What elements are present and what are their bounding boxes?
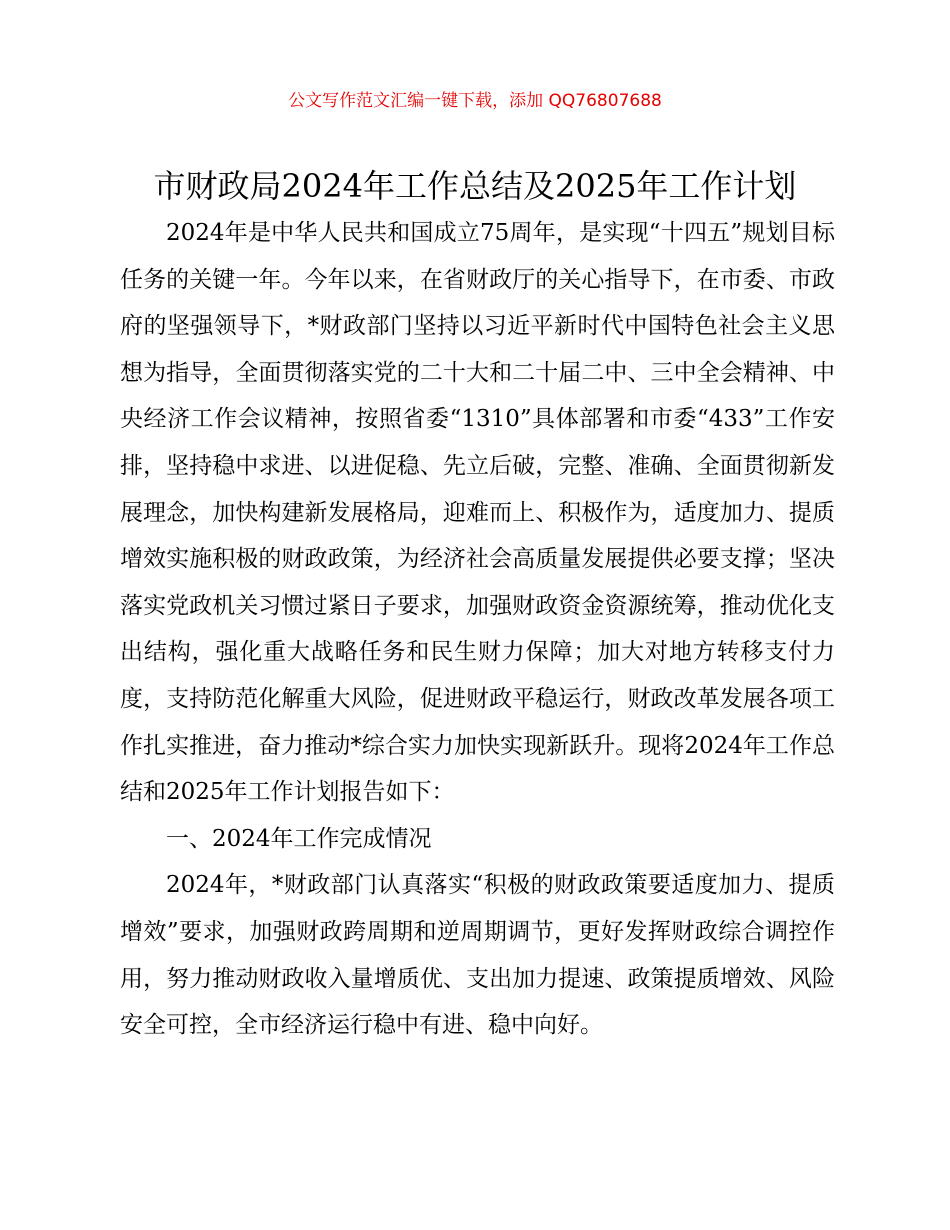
document-body bbox=[120, 210, 835, 1049]
section-paragraph: 2024年，*财政部门认真落实“积极的财政政策要适度加力、提质增效”要求，加强财政跨周期和逆周期调节，更好发挥财政综合调控作用，努力推动财政收入量增质优、支出加力提速、政策提质增效、风险安全可控，全市经济运行稳中有进、稳中向好。 bbox=[120, 872, 835, 1039]
intro-paragraph: 2024年是中华人民共和国成立75周年，是实现“十四五”规划目标任务的关键一年。今年以来，在省财政厅的关心指导下，在市委、市政府的坚强领导下，*财政部门坚持以习近平新时代中国特色社会主义思想为指导，全面贯彻落实党的二十大和二十届二中、三中全会精神、中央经济工作会议精神，按照省委“1310”具体部署和市委“433”工作安排，坚持稳中求进、以进促稳、先立后破，完整、准确、全面贯彻新发展理念，加快构建新发展格局，迎难而上、积极作为，适度加力、提质增效实施积极的财政政策，为经济社会高质量发展提供必要支撑；坚决落实党政机关习惯过紧日子要求，加强财政资金资源统筹，推动优化支出结构，强化重大战略任务和民生财力保障；加大对地方转移支付力度，支持防范化解重大风险，促进财政平稳运行，财政改革发展各项工作扎实推进，奋力推动*综合实力加快实现新跃升。现将2024年工作总结和2025年工作计划报告如下： bbox=[120, 220, 835, 806]
promo-banner: 公文写作范文汇编一键下载，添加 QQ76807688 bbox=[288, 91, 662, 111]
section-heading: 一、2024年工作完成情况 bbox=[166, 825, 432, 852]
document-title: 市财政局2024年工作总结及2025年工作计划 bbox=[153, 167, 797, 205]
